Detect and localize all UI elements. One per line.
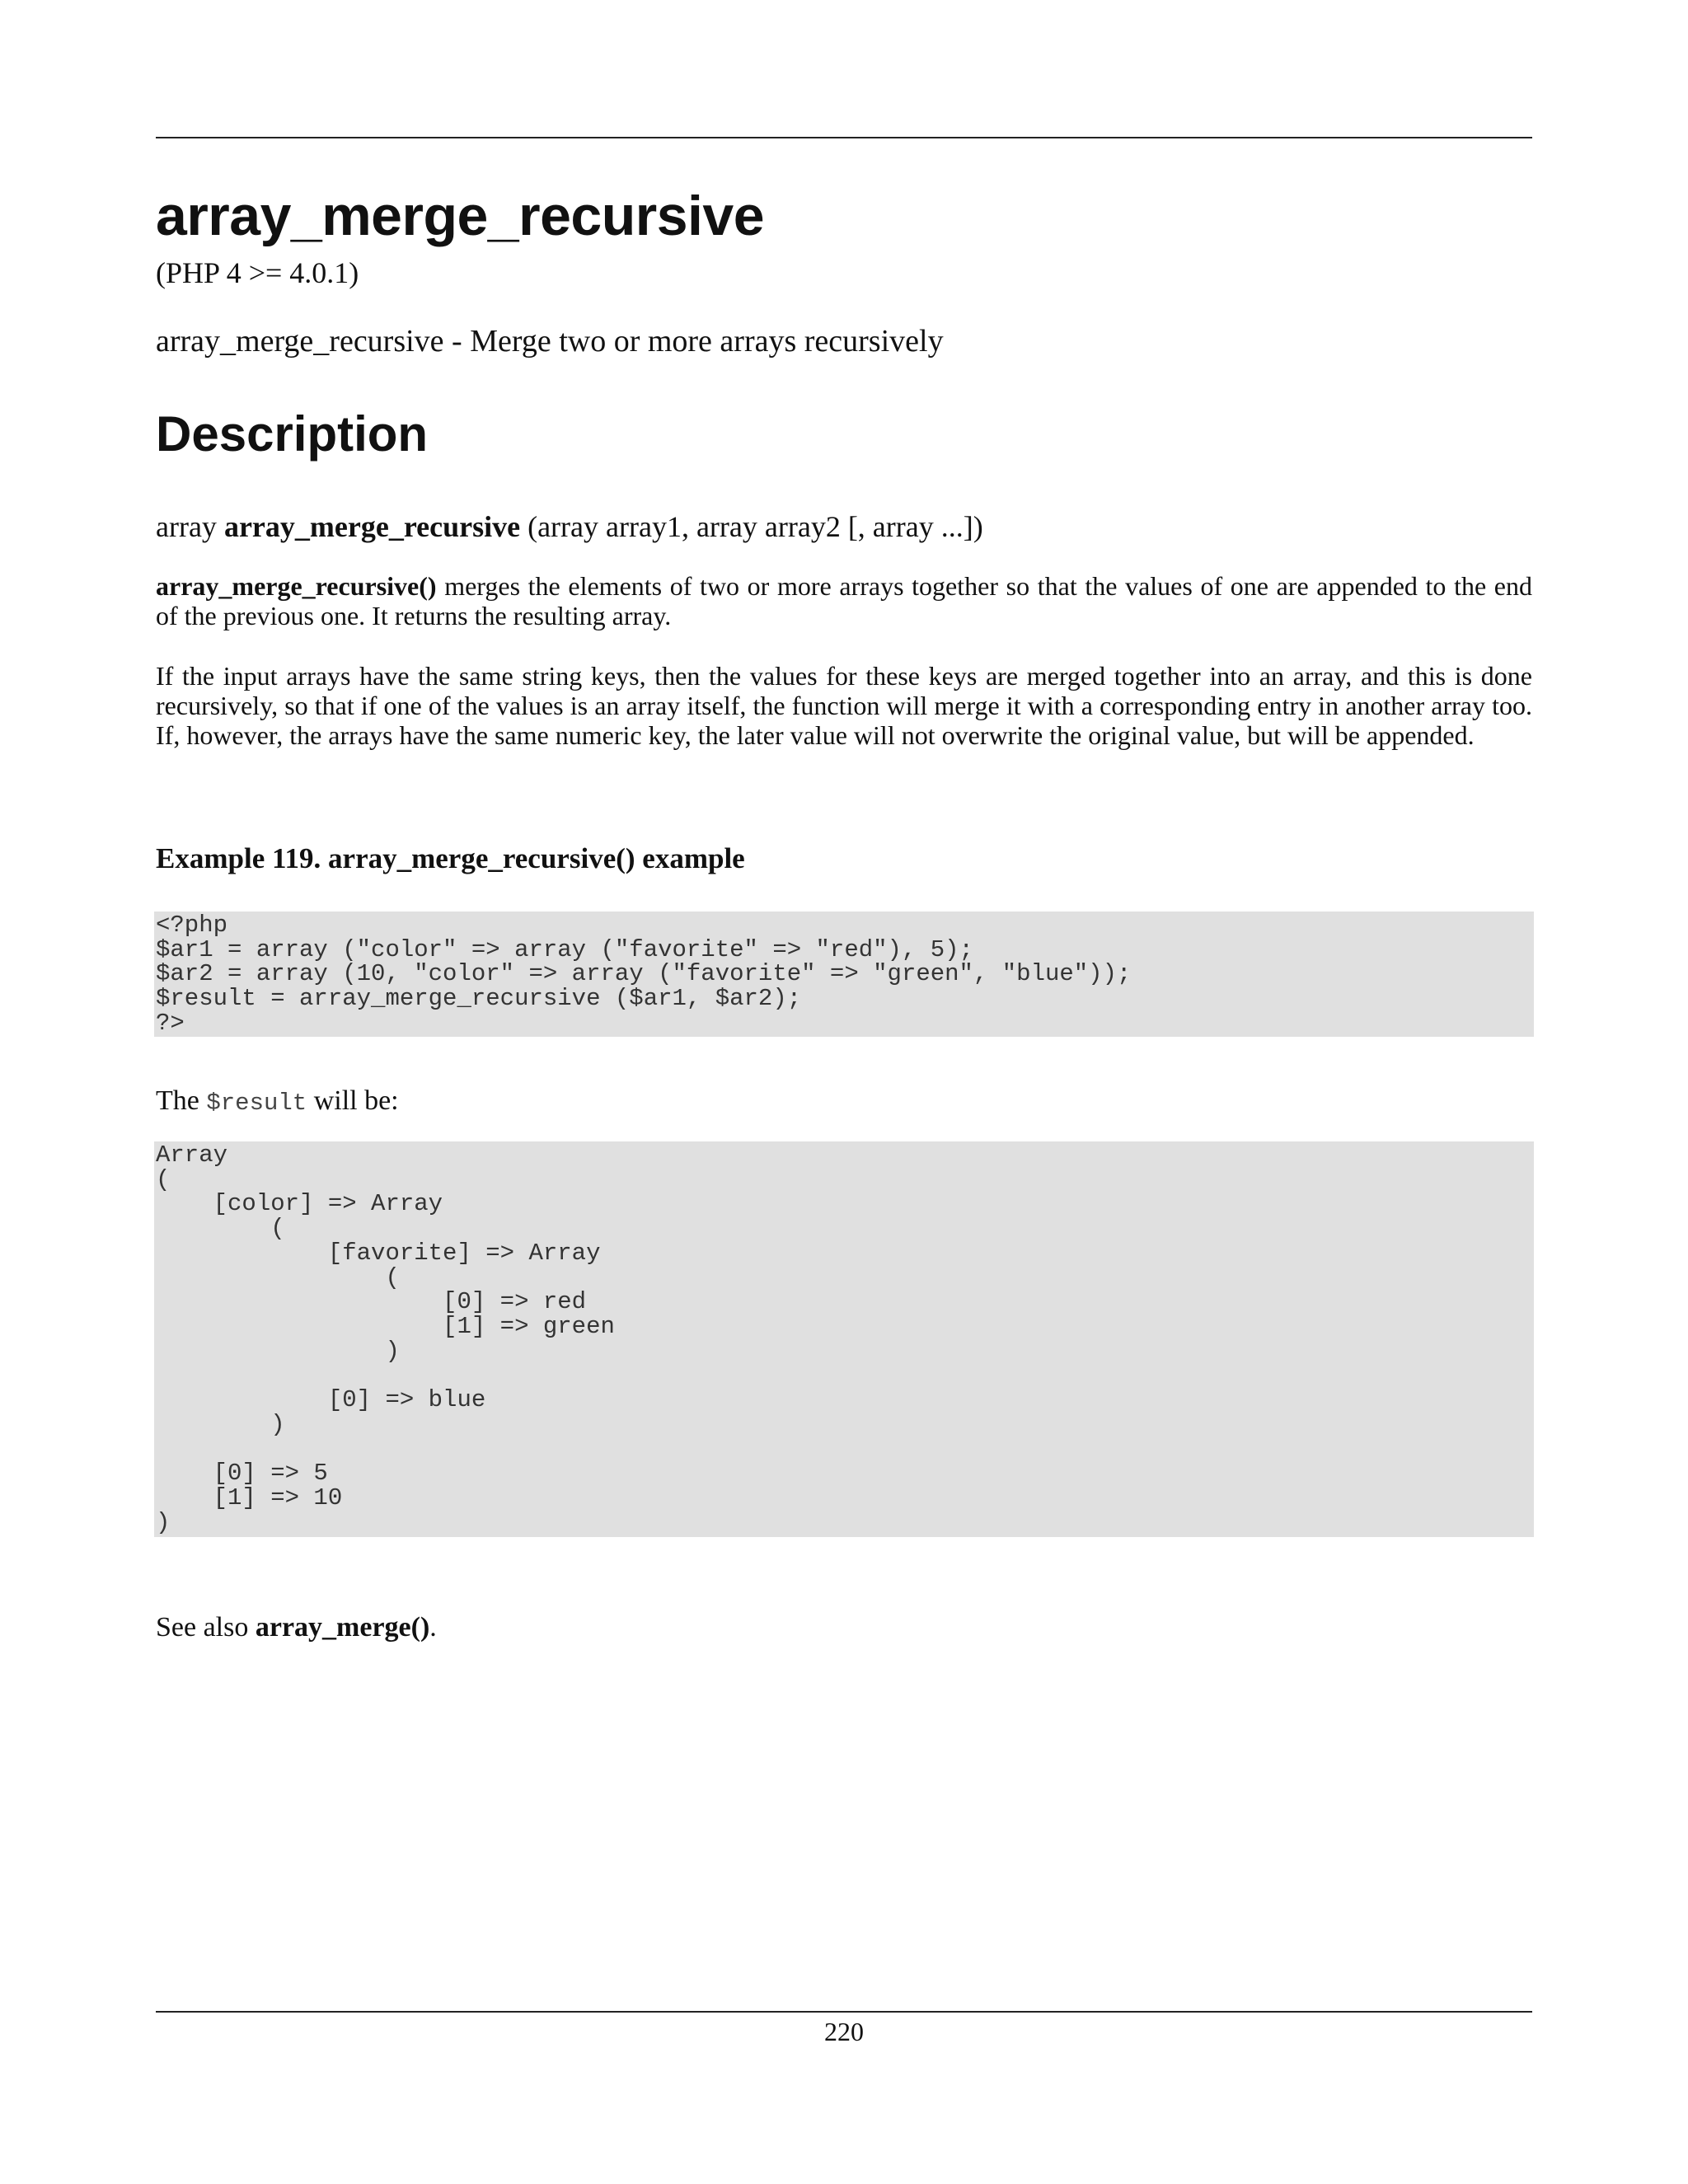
- result-intro: [156, 1085, 399, 1118]
- result-intro-after: will be:: [307, 1085, 399, 1116]
- function-synopsis: [156, 509, 983, 545]
- page-title: array_merge_recursive: [156, 185, 765, 247]
- see-also-text: See also: [156, 1612, 256, 1643]
- synopsis-return-type: array: [156, 510, 217, 543]
- synopsis-params: (array array1, array array2 [, array ...]): [528, 510, 983, 543]
- see-also: [156, 1611, 437, 1645]
- footer-rule: [156, 2011, 1532, 2013]
- see-also-period: .: [429, 1612, 437, 1643]
- result-intro-before: The: [156, 1085, 207, 1116]
- example-title: Example 119. array_merge_recursive() example: [156, 842, 745, 874]
- description-paragraph-2: If the input arrays have the same string keys, then the values for these keys are merged together into an array, and this is done recursively, so that if one of the values is an array itself, the function will merge it with a corresponding entry in another array too. If, however, the arrays have the same numeric key, the later value will not overwrite the original value, but will be appended.: [156, 661, 1532, 750]
- code-output-block: Array ( [color] => Array ( [favorite] => Array ( [0] => red [1] => green ) [0] => blue ) [0] => 5 [1] => 10 ): [154, 1141, 1534, 1537]
- result-variable: $result: [206, 1090, 307, 1117]
- description-paragraph-1: [156, 571, 1532, 630]
- version-note: (PHP 4 >= 4.0.1): [156, 256, 359, 289]
- ref-purpose: array_merge_recursive - Merge two or more arrays recursively: [156, 324, 944, 359]
- synopsis-function-name: array_merge_recursive: [223, 510, 521, 543]
- function-reference: array_merge_recursive(): [156, 571, 437, 601]
- page-number: 220: [824, 2017, 864, 2046]
- code-example-block: <?php $ar1 = array ("color" => array ("favorite" => "red"), 5); $ar2 = array (10, "color" => array ("favorite" => "green", "blue")); $result = array_merge_recursive ($ar1, $ar2); ?>: [154, 912, 1534, 1037]
- see-also-link[interactable]: array_merge(): [255, 1612, 430, 1643]
- paragraph-text: merges the elements of two or more arrays together so that the values of one are appended to the end of the previous one. It returns the resulting array.: [156, 571, 1532, 630]
- section-heading-description: Description: [156, 406, 429, 462]
- header-rule: [156, 137, 1532, 138]
